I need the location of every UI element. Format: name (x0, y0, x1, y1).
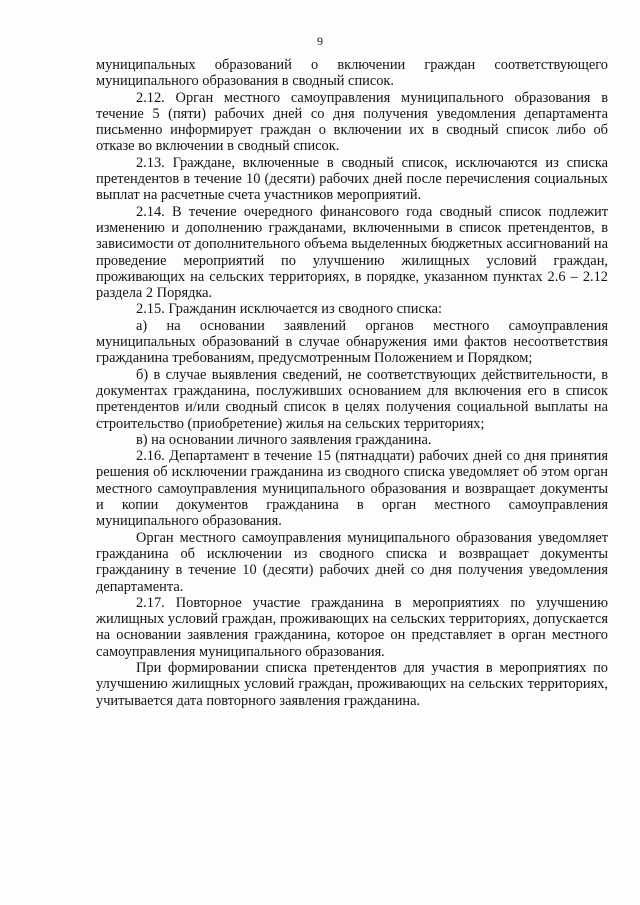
paragraph-2-15-b: б) в случае выявления сведений, не соответствующих действительности, в документах гражданина, послуживших основанием для включения его в список претендентов и/или сводный список в целях получения социальной выплаты на строительство (приобретение) жилья на сельских территориях; (96, 366, 608, 432)
paragraph-2-13: 2.13. Граждане, включенные в сводный список, исключаются из списка претендентов в течение 10 (десяти) рабочих дней после перечисления социальных выплат на расчетные счета участников мероприятий. (96, 154, 608, 204)
paragraph-2-14: 2.14. В течение очередного финансового года сводный список подлежит изменению и дополнению гражданами, включенными в список претендентов, в зависимости от дополнительного объема выделенных бюджетных ассигнований на проведение мероприятий по улучшению жилищных условий граждан, проживающих на сельских территориях, в порядке, указанном пунктах 2.6 – 2.12 раздела 2 Порядка. (96, 203, 608, 302)
paragraph-2-15-a: а) на основании заявлений органов местного самоуправления муниципальных образований в случае обнаружения ими фактов несоответствия гражданина требованиям, предусмотренным Положением и Порядком; (96, 317, 608, 367)
page-number: 9 (317, 34, 323, 48)
document-body (96, 57, 608, 709)
paragraph-2-16-continued: Орган местного самоуправления муниципального образования уведомляет гражданина об исключении из сводного списка и возвращает документы гражданину в течение 10 (десяти) рабочих дней со дня получения уведомления департамента. (96, 529, 608, 595)
paragraph-2-17: 2.17. Повторное участие гражданина в мероприятиях по улучшению жилищных условий граждан, проживающих на сельских территориях, допускается на основании заявления гражданина, которое он представляет в орган местного самоуправления муниципального образования. (96, 594, 608, 660)
paragraph-2-15-v: в) на основании личного заявления гражданина. (136, 431, 432, 448)
paragraph-2-17-continued: При формировании списка претендентов для участия в мероприятиях по улучшению жилищных условий граждан, проживающих на сельских территориях, учитывается дата повторного заявления гражданина. (96, 659, 608, 709)
paragraph-2-16: 2.16. Департамент в течение 15 (пятнадцати) рабочих дней со дня принятия решения об исключении гражданина из сводного списка уведомляет об этом орган местного самоуправления муниципального образования и возвращает документы и копии документов гражданина в орган местного самоуправления муниципального образования. (96, 448, 608, 530)
paragraph-2-15: 2.15. Гражданин исключается из сводного списка: (136, 301, 443, 318)
paragraph-continuation: муниципальных образований о включении граждан соответствующего муниципального образования в сводный список. (96, 57, 608, 90)
paragraph-2-12: 2.12. Орган местного самоуправления муниципального образования в течение 5 (пяти) рабочих дней со дня получения уведомления департамента письменно информирует граждан о включении их в сводный список либо об отказе во включении в сводный список. (96, 89, 608, 155)
